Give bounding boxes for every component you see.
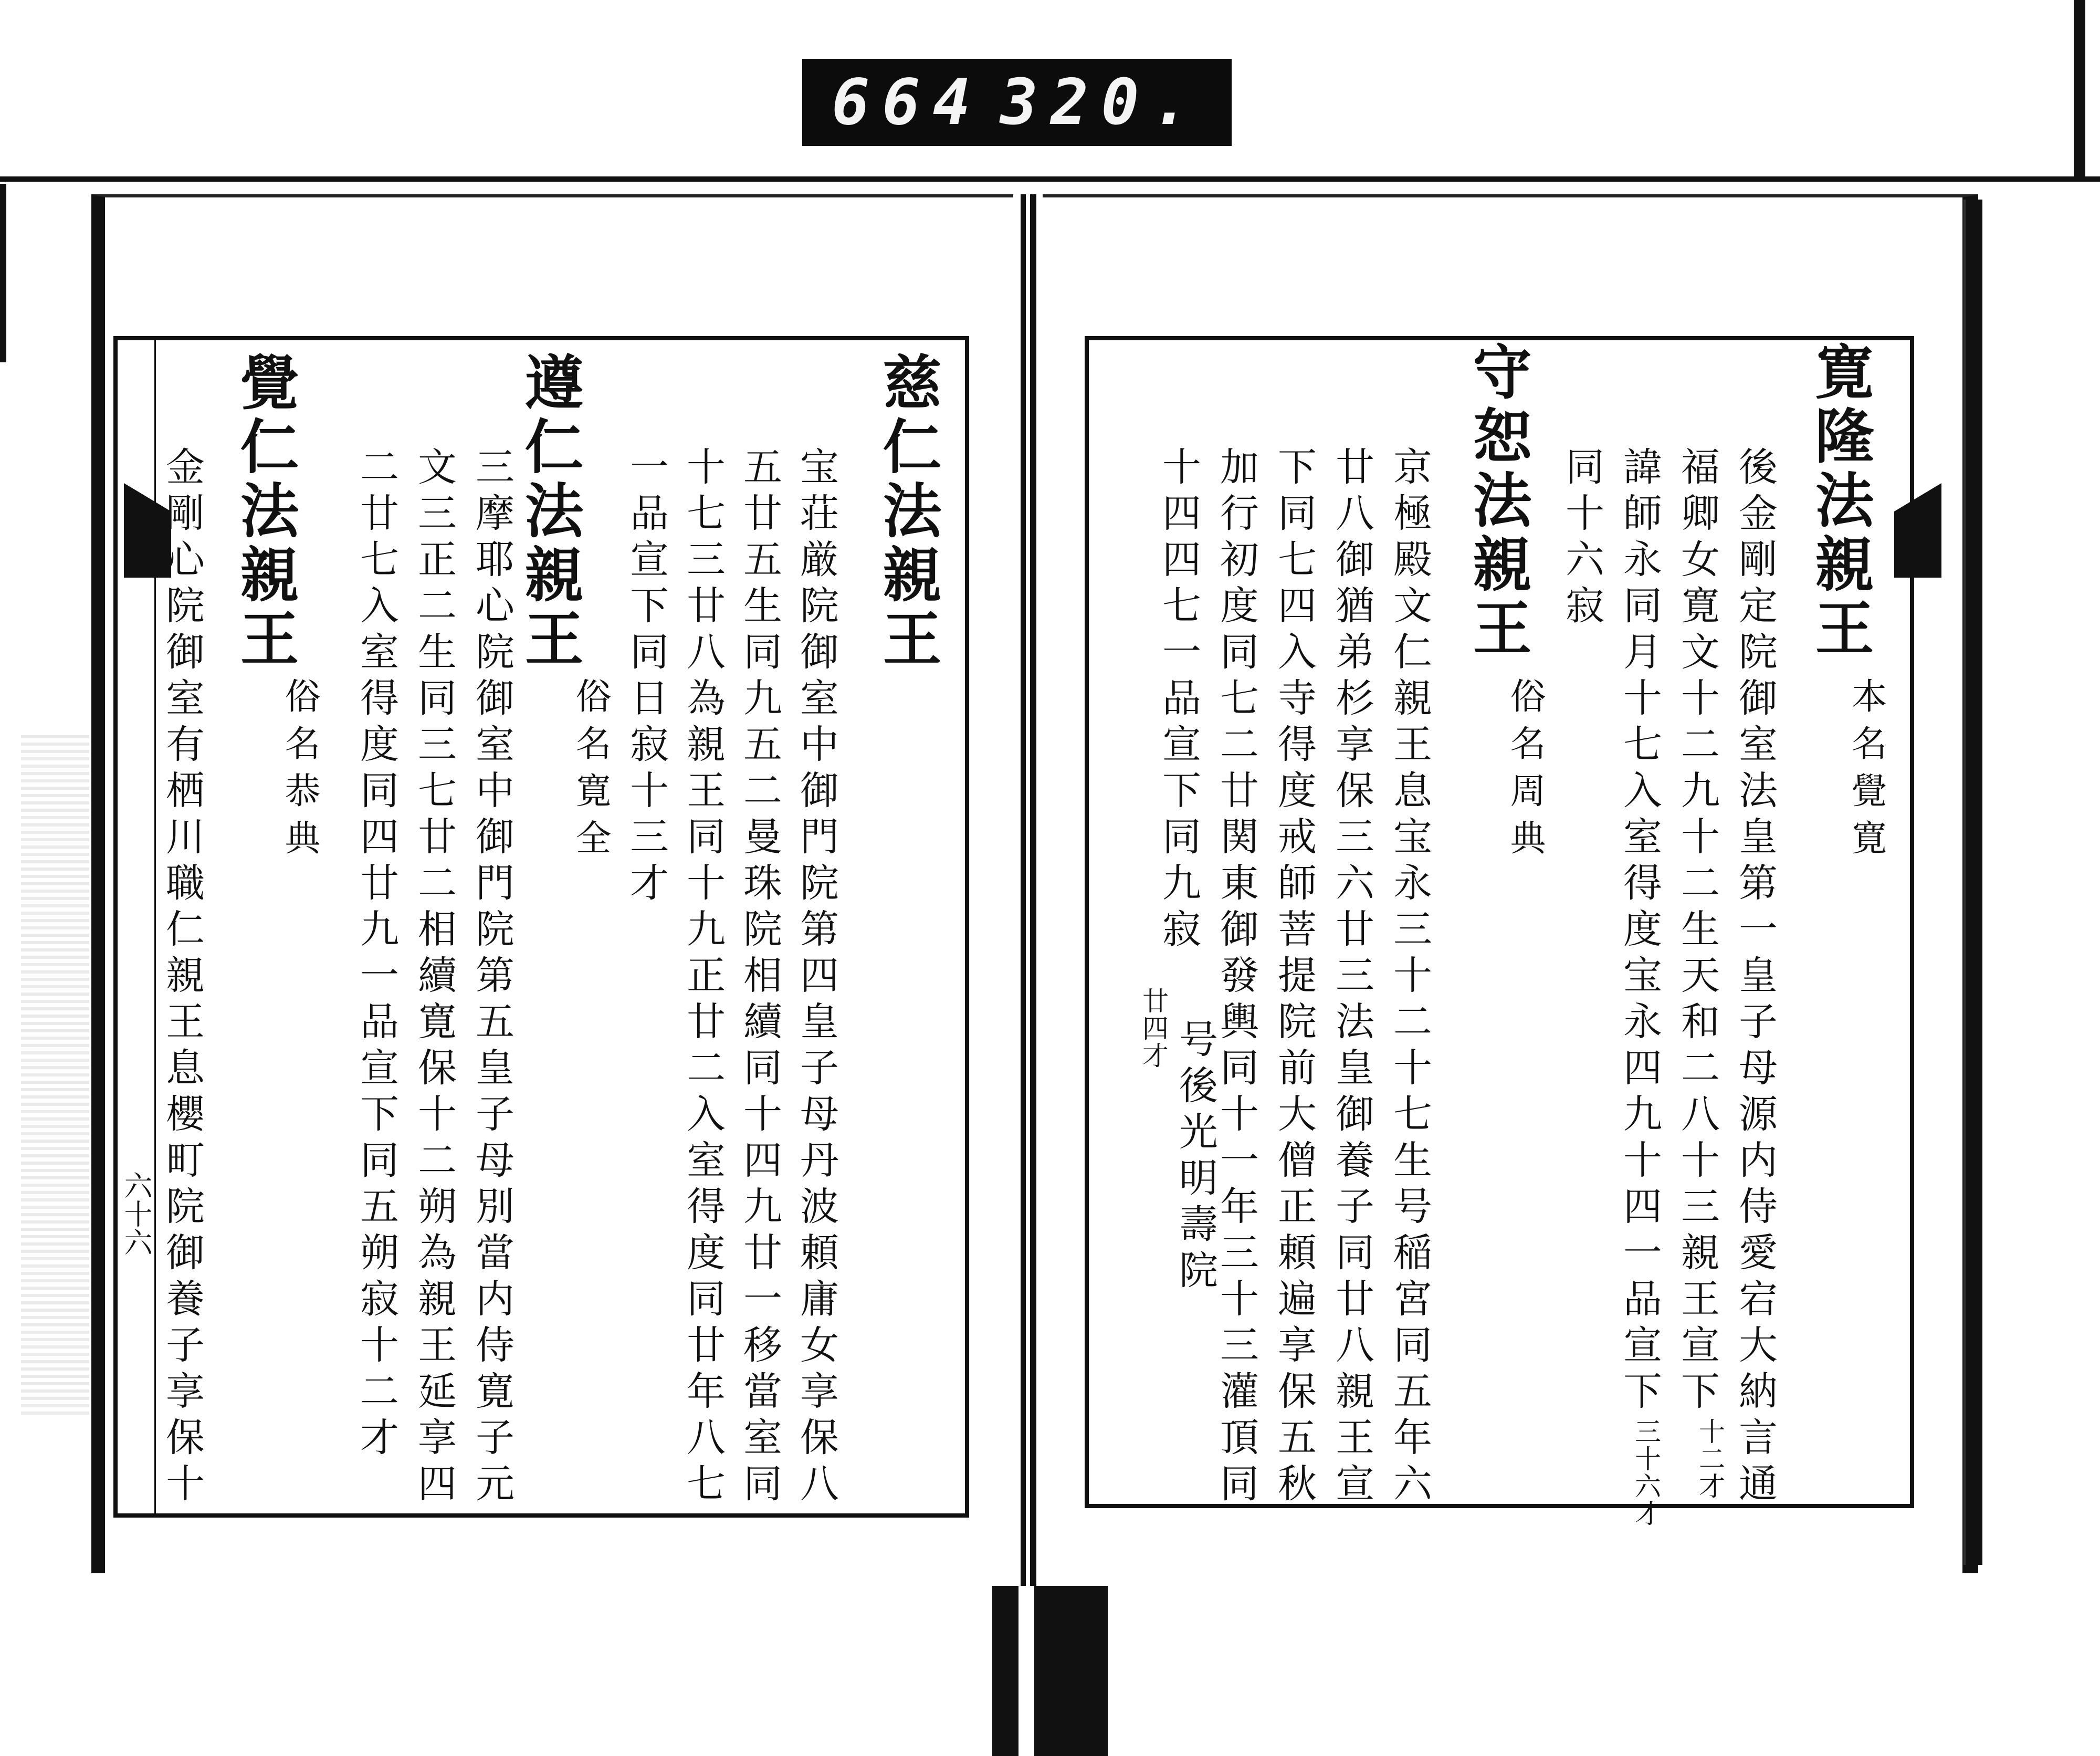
scanner-frame-left bbox=[0, 184, 6, 362]
reel-number-right: 320. bbox=[1000, 66, 1202, 139]
left-page-edge bbox=[21, 735, 89, 1418]
entry-age-note: 廿四才 bbox=[1138, 987, 1169, 1069]
entry-secular-name: 俗名恭典 bbox=[279, 677, 320, 866]
entry-original-name: 本名覺寛 bbox=[1845, 677, 1887, 866]
entry-body-line: 三摩耶心院御室中御門院第五皇子母別當内侍寛子元 bbox=[469, 446, 514, 1509]
entry-body-line: 廿八御猶弟杉享保三六廿三法皇御養子同廿八親王宣 bbox=[1329, 446, 1374, 1509]
right-page-edge bbox=[1964, 200, 1982, 1565]
entry-body-line: 後金剛定院御室法皇第一皇子母源内侍愛宕大納言通 bbox=[1732, 446, 1778, 1509]
entry-secular-name: 俗名周典 bbox=[1504, 677, 1546, 866]
entry-age-note: 三十六才 bbox=[1631, 1418, 1661, 1527]
entry-body-line: 二廿七入室得度同四廿九一品宣下同五朔寂十二才 bbox=[354, 446, 399, 1463]
entry-heading: 守恕法親王 bbox=[1463, 341, 1532, 662]
entry-secular-name: 俗名寛全 bbox=[570, 677, 611, 866]
entry-body-line: 一品宣下同日寂十三才 bbox=[624, 446, 669, 908]
entry-age-note: 十二才 bbox=[1695, 1418, 1725, 1500]
entry-body-line: 宝荘厳院御室中御門院第四皇子母丹波頼庸女享保八 bbox=[794, 446, 839, 1509]
book-spine bbox=[1013, 194, 1043, 1756]
entry-body-line: 同十六寂 bbox=[1559, 446, 1604, 631]
entry-heading: 慈仁法親王 bbox=[873, 352, 942, 672]
entry-body-line: 金剛心院御室有栖川職仁親王息櫻町院御養子享保十 bbox=[160, 446, 205, 1509]
entry-body-line: 十七三廿八為親王同十九正廿二入室得度同廿年八七 bbox=[680, 446, 726, 1509]
entry-body-line: 十四四七一品宣下同九寂 bbox=[1156, 446, 1201, 955]
scanner-frame-right bbox=[2074, 0, 2085, 179]
scanner-frame-top bbox=[0, 176, 2100, 194]
entry-heading: 覺仁法親王 bbox=[230, 352, 299, 672]
entry-body-line: 下同七四入寺得度戒師菩提院前大僧正頼遍享保五秋 bbox=[1272, 446, 1317, 1509]
reel-number-left: 664 bbox=[832, 66, 983, 139]
entry-heading: 寛隆法親王 bbox=[1805, 341, 1874, 662]
reel-number-strip bbox=[802, 59, 1232, 146]
entry-body-line: 五廿五生同九五二曼珠院相續同十四九廿一移當室同 bbox=[737, 446, 782, 1509]
entry-body-line: 福卿女寛文十二九十二生天和二八十三親王宣下 bbox=[1675, 446, 1720, 1417]
entry-posthumous-name: 号後光明壽院 bbox=[1173, 1019, 1218, 1296]
entry-heading: 遵仁法親王 bbox=[515, 352, 584, 672]
entry-body-line: 京極殿文仁親王息宝永三十二十七生号稲宮同五年六 bbox=[1387, 446, 1432, 1509]
entry-body-line: 諱師永同月十七入室得度宝永四九十四一品宣下 bbox=[1617, 446, 1662, 1417]
page-folio: 六十六 bbox=[120, 1171, 153, 1256]
entry-body-line: 加行初度同七二廿関東御發輿同十一年三十三灌頂同 bbox=[1214, 446, 1259, 1509]
entry-body-line: 文三正二生同三七廿二相續寛保十二朔為親王延享四 bbox=[412, 446, 457, 1509]
book-spine-bottom bbox=[992, 1586, 1108, 1756]
